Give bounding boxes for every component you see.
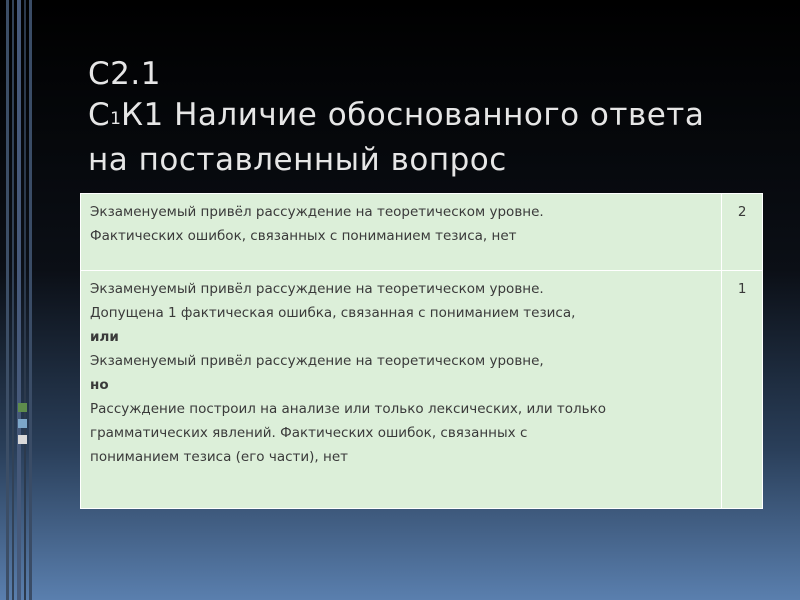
criterion-connector-or: или — [90, 329, 119, 345]
decor-square-blue — [18, 419, 27, 428]
criterion-text-line: Экзаменуемый привёл рассуждение на теоретическом уровне, — [90, 353, 544, 369]
title-line-2-subscript: 1 — [110, 109, 121, 129]
decor-stripe — [17, 0, 21, 600]
table-row — [81, 194, 763, 271]
score-cell: 2 — [722, 194, 763, 271]
table-row — [81, 271, 763, 509]
title-line-2 — [88, 95, 778, 140]
decor-square-green — [18, 403, 27, 412]
title-line-2-prefix: С — [88, 97, 111, 133]
decor-square-white — [18, 435, 27, 444]
slide-title — [88, 54, 778, 181]
decor-stripe — [29, 0, 32, 600]
criteria-table — [80, 193, 763, 509]
title-line-2-text: К1 Наличие обоснованного ответа — [120, 97, 705, 133]
title-line-3: на поставленный вопрос — [88, 142, 507, 178]
criterion-connector-but: но — [90, 377, 109, 393]
criterion-text-line: Фактических ошибок, связанных с пониманием тезиса, нет — [90, 228, 517, 244]
left-decorative-stripes — [0, 0, 40, 600]
decor-stripe — [12, 0, 14, 600]
criterion-text-line: Экзаменуемый привёл рассуждение на теоретическом уровне. — [90, 204, 544, 220]
criterion-text-line: Допущена 1 фактическая ошибка, связанная с пониманием тезиса, — [90, 305, 576, 321]
criterion-text-line: грамматических явлений. Фактических ошибок, связанных с — [90, 425, 528, 441]
criterion-description-cell — [81, 271, 722, 509]
decor-stripe — [24, 0, 26, 600]
criterion-text-line: пониманием тезиса (его части), нет — [90, 449, 349, 465]
score-cell: 1 — [722, 271, 763, 509]
decor-stripe — [6, 0, 9, 600]
title-line-1: С2.1 — [88, 56, 161, 92]
criterion-text-line: Экзаменуемый привёл рассуждение на теоретическом уровне. — [90, 281, 544, 297]
criterion-description-cell — [81, 194, 722, 271]
criterion-text-line: Рассуждение построил на анализе или только лексических, или только — [90, 401, 607, 417]
